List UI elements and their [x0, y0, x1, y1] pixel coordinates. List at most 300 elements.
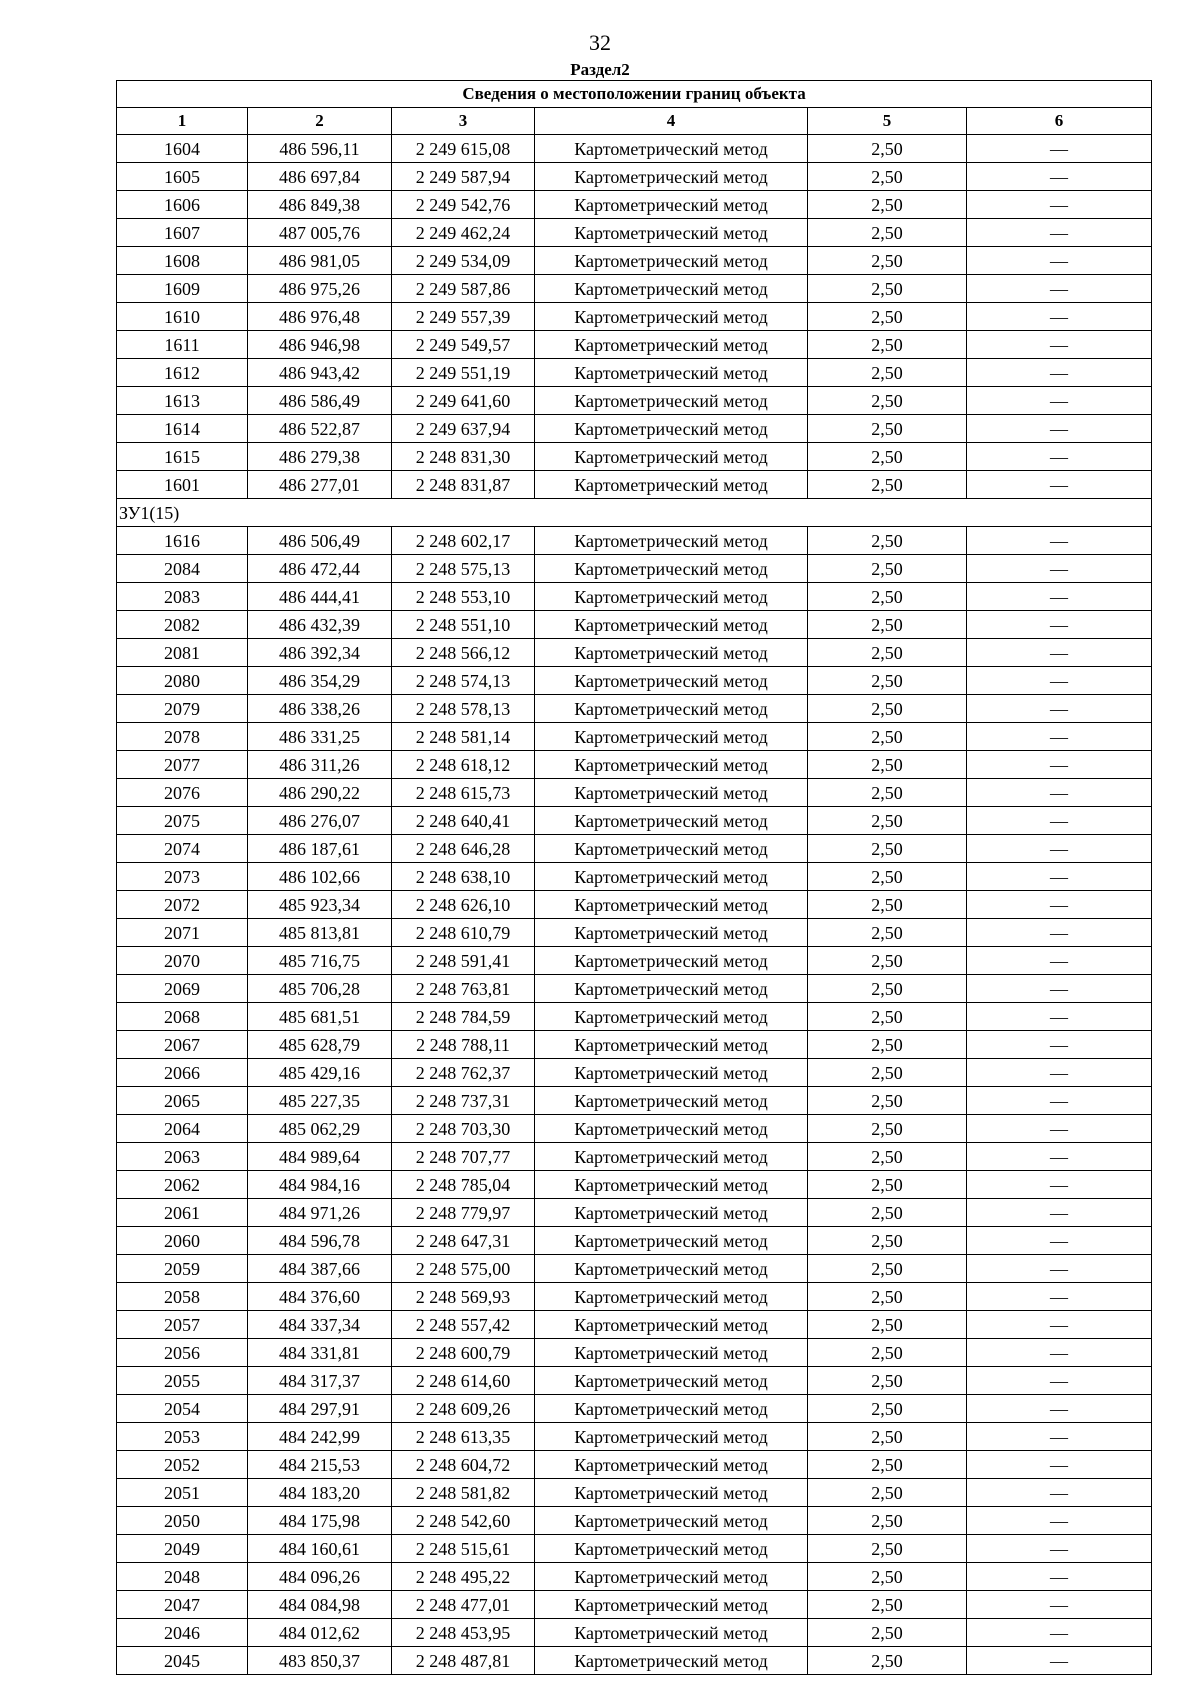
point-number-cell: 2079: [117, 695, 248, 723]
y-coordinate-cell: 2 248 575,13: [392, 555, 535, 583]
description-cell: —: [967, 1451, 1152, 1479]
method-cell: Картометрический метод: [535, 359, 808, 387]
accuracy-cell: 2,50: [808, 1283, 967, 1311]
accuracy-cell: 2,50: [808, 555, 967, 583]
accuracy-cell: 2,50: [808, 583, 967, 611]
parcel-group-row: [117, 499, 1152, 527]
x-coordinate-cell: 486 586,49: [248, 387, 392, 415]
x-coordinate-cell: 486 279,38: [248, 443, 392, 471]
table-row: [117, 247, 1152, 275]
accuracy-cell: 2,50: [808, 1087, 967, 1115]
table-row: [117, 975, 1152, 1003]
y-coordinate-cell: 2 248 785,04: [392, 1171, 535, 1199]
description-cell: —: [967, 191, 1152, 219]
table-row: [117, 1171, 1152, 1199]
description-cell: —: [967, 1171, 1152, 1199]
y-coordinate-cell: 2 249 587,86: [392, 275, 535, 303]
description-cell: —: [967, 163, 1152, 191]
y-coordinate-cell: 2 248 495,22: [392, 1563, 535, 1591]
table-row: [117, 583, 1152, 611]
table-row: [117, 1423, 1152, 1451]
method-cell: Картометрический метод: [535, 1423, 808, 1451]
x-coordinate-cell: 486 472,44: [248, 555, 392, 583]
method-cell: Картометрический метод: [535, 191, 808, 219]
description-cell: —: [967, 1199, 1152, 1227]
accuracy-cell: 2,50: [808, 387, 967, 415]
point-number-cell: 2078: [117, 723, 248, 751]
column-number: 2: [248, 108, 392, 135]
description-cell: —: [967, 1031, 1152, 1059]
y-coordinate-cell: 2 248 574,13: [392, 667, 535, 695]
description-cell: —: [967, 611, 1152, 639]
y-coordinate-cell: 2 249 557,39: [392, 303, 535, 331]
y-coordinate-cell: 2 248 614,60: [392, 1367, 535, 1395]
method-cell: Картометрический метод: [535, 835, 808, 863]
y-coordinate-cell: 2 248 610,79: [392, 919, 535, 947]
x-coordinate-cell: 486 596,11: [248, 135, 392, 163]
method-cell: Картометрический метод: [535, 415, 808, 443]
x-coordinate-cell: 486 338,26: [248, 695, 392, 723]
description-cell: —: [967, 1619, 1152, 1647]
table-row: [117, 779, 1152, 807]
method-cell: Картометрический метод: [535, 1619, 808, 1647]
point-number-cell: 2070: [117, 947, 248, 975]
accuracy-cell: 2,50: [808, 1591, 967, 1619]
table-row: [117, 919, 1152, 947]
table-row: [117, 1367, 1152, 1395]
column-number: 1: [117, 108, 248, 135]
table-row: [117, 751, 1152, 779]
point-number-cell: 2059: [117, 1255, 248, 1283]
point-number-cell: 2083: [117, 583, 248, 611]
y-coordinate-cell: 2 248 551,10: [392, 611, 535, 639]
accuracy-cell: 2,50: [808, 471, 967, 499]
method-cell: Картометрический метод: [535, 1227, 808, 1255]
table-row: [117, 1507, 1152, 1535]
table-row: [117, 1535, 1152, 1563]
description-cell: —: [967, 1591, 1152, 1619]
accuracy-cell: 2,50: [808, 135, 967, 163]
table-row: [117, 331, 1152, 359]
description-cell: —: [967, 583, 1152, 611]
x-coordinate-cell: 486 849,38: [248, 191, 392, 219]
description-cell: —: [967, 1395, 1152, 1423]
y-coordinate-cell: 2 248 784,59: [392, 1003, 535, 1031]
x-coordinate-cell: 484 337,34: [248, 1311, 392, 1339]
method-cell: Картометрический метод: [535, 779, 808, 807]
x-coordinate-cell: 486 187,61: [248, 835, 392, 863]
table-row: [117, 1451, 1152, 1479]
table-row: [117, 1591, 1152, 1619]
accuracy-cell: 2,50: [808, 723, 967, 751]
x-coordinate-cell: 484 317,37: [248, 1367, 392, 1395]
x-coordinate-cell: 485 716,75: [248, 947, 392, 975]
accuracy-cell: 2,50: [808, 527, 967, 555]
accuracy-cell: 2,50: [808, 751, 967, 779]
accuracy-cell: 2,50: [808, 1115, 967, 1143]
y-coordinate-cell: 2 249 462,24: [392, 219, 535, 247]
y-coordinate-cell: 2 249 542,76: [392, 191, 535, 219]
accuracy-cell: 2,50: [808, 331, 967, 359]
point-number-cell: 2051: [117, 1479, 248, 1507]
table-caption: Сведения о местоположении границ объекта: [117, 81, 1152, 108]
x-coordinate-cell: 484 096,26: [248, 1563, 392, 1591]
y-coordinate-cell: 2 249 637,94: [392, 415, 535, 443]
column-number: 3: [392, 108, 535, 135]
x-coordinate-cell: 484 989,64: [248, 1143, 392, 1171]
point-number-cell: 2057: [117, 1311, 248, 1339]
x-coordinate-cell: 484 012,62: [248, 1619, 392, 1647]
table-row: [117, 219, 1152, 247]
accuracy-cell: 2,50: [808, 1563, 967, 1591]
method-cell: Картометрический метод: [535, 975, 808, 1003]
column-number: 4: [535, 108, 808, 135]
accuracy-cell: 2,50: [808, 415, 967, 443]
x-coordinate-cell: 484 971,26: [248, 1199, 392, 1227]
description-cell: —: [967, 1311, 1152, 1339]
x-coordinate-cell: 486 311,26: [248, 751, 392, 779]
description-cell: —: [967, 415, 1152, 443]
point-number-cell: 2053: [117, 1423, 248, 1451]
point-number-cell: 2067: [117, 1031, 248, 1059]
x-coordinate-cell: 486 392,34: [248, 639, 392, 667]
table-row: [117, 1059, 1152, 1087]
y-coordinate-cell: 2 248 762,37: [392, 1059, 535, 1087]
point-number-cell: 2049: [117, 1535, 248, 1563]
method-cell: Картометрический метод: [535, 331, 808, 359]
point-number-cell: 2073: [117, 863, 248, 891]
method-cell: Картометрический метод: [535, 1591, 808, 1619]
table-row: [117, 1255, 1152, 1283]
method-cell: Картометрический метод: [535, 555, 808, 583]
point-number-cell: 2063: [117, 1143, 248, 1171]
description-cell: —: [967, 863, 1152, 891]
accuracy-cell: 2,50: [808, 359, 967, 387]
y-coordinate-cell: 2 249 641,60: [392, 387, 535, 415]
description-cell: —: [967, 1479, 1152, 1507]
method-cell: Картометрический метод: [535, 583, 808, 611]
y-coordinate-cell: 2 248 542,60: [392, 1507, 535, 1535]
accuracy-cell: 2,50: [808, 1031, 967, 1059]
description-cell: —: [967, 219, 1152, 247]
description-cell: —: [967, 331, 1152, 359]
point-number-cell: 1607: [117, 219, 248, 247]
description-cell: —: [967, 919, 1152, 947]
description-cell: —: [967, 1535, 1152, 1563]
y-coordinate-cell: 2 248 647,31: [392, 1227, 535, 1255]
x-coordinate-cell: 484 183,20: [248, 1479, 392, 1507]
y-coordinate-cell: 2 248 638,10: [392, 863, 535, 891]
description-cell: —: [967, 975, 1152, 1003]
y-coordinate-cell: 2 248 487,81: [392, 1647, 535, 1675]
point-number-cell: 2050: [117, 1507, 248, 1535]
point-number-cell: 2082: [117, 611, 248, 639]
y-coordinate-cell: 2 248 600,79: [392, 1339, 535, 1367]
x-coordinate-cell: 484 084,98: [248, 1591, 392, 1619]
accuracy-cell: 2,50: [808, 163, 967, 191]
description-cell: —: [967, 947, 1152, 975]
point-number-cell: 2060: [117, 1227, 248, 1255]
table-row: [117, 723, 1152, 751]
y-coordinate-cell: 2 248 566,12: [392, 639, 535, 667]
y-coordinate-cell: 2 248 557,42: [392, 1311, 535, 1339]
description-cell: —: [967, 723, 1152, 751]
accuracy-cell: 2,50: [808, 947, 967, 975]
method-cell: Картометрический метод: [535, 695, 808, 723]
description-cell: —: [967, 1255, 1152, 1283]
x-coordinate-cell: 484 242,99: [248, 1423, 392, 1451]
method-cell: Картометрический метод: [535, 947, 808, 975]
method-cell: Картометрический метод: [535, 1059, 808, 1087]
table-row: [117, 835, 1152, 863]
x-coordinate-cell: 484 387,66: [248, 1255, 392, 1283]
x-coordinate-cell: 486 276,07: [248, 807, 392, 835]
column-number-row: [117, 108, 1152, 135]
method-cell: Картометрический метод: [535, 611, 808, 639]
x-coordinate-cell: 486 976,48: [248, 303, 392, 331]
table-row: [117, 891, 1152, 919]
x-coordinate-cell: 484 160,61: [248, 1535, 392, 1563]
accuracy-cell: 2,50: [808, 807, 967, 835]
table-row: [117, 639, 1152, 667]
accuracy-cell: 2,50: [808, 1479, 967, 1507]
x-coordinate-cell: 486 354,29: [248, 667, 392, 695]
x-coordinate-cell: 484 376,60: [248, 1283, 392, 1311]
parcel-group-label: ЗУ1(15): [117, 499, 1152, 527]
point-number-cell: 2076: [117, 779, 248, 807]
description-cell: —: [967, 1507, 1152, 1535]
description-cell: —: [967, 1423, 1152, 1451]
point-number-cell: 1605: [117, 163, 248, 191]
method-cell: Картометрический метод: [535, 275, 808, 303]
description-cell: —: [967, 275, 1152, 303]
accuracy-cell: 2,50: [808, 1367, 967, 1395]
description-cell: —: [967, 1115, 1152, 1143]
y-coordinate-cell: 2 248 515,61: [392, 1535, 535, 1563]
y-coordinate-cell: 2 249 534,09: [392, 247, 535, 275]
point-number-cell: 2064: [117, 1115, 248, 1143]
point-number-cell: 2052: [117, 1451, 248, 1479]
point-number-cell: 2054: [117, 1395, 248, 1423]
description-cell: —: [967, 667, 1152, 695]
accuracy-cell: 2,50: [808, 191, 967, 219]
point-number-cell: 2058: [117, 1283, 248, 1311]
x-coordinate-cell: 486 331,25: [248, 723, 392, 751]
point-number-cell: 2075: [117, 807, 248, 835]
x-coordinate-cell: 484 596,78: [248, 1227, 392, 1255]
method-cell: Картометрический метод: [535, 1535, 808, 1563]
accuracy-cell: 2,50: [808, 1171, 967, 1199]
column-number: 5: [808, 108, 967, 135]
table-caption-row: [117, 81, 1152, 108]
x-coordinate-cell: 486 290,22: [248, 779, 392, 807]
table-row: [117, 667, 1152, 695]
method-cell: Картометрический метод: [535, 1171, 808, 1199]
accuracy-cell: 2,50: [808, 1199, 967, 1227]
table-row: [117, 1087, 1152, 1115]
accuracy-cell: 2,50: [808, 639, 967, 667]
method-cell: Картометрический метод: [535, 135, 808, 163]
method-cell: Картометрический метод: [535, 303, 808, 331]
y-coordinate-cell: 2 248 581,82: [392, 1479, 535, 1507]
description-cell: —: [967, 555, 1152, 583]
point-number-cell: 2047: [117, 1591, 248, 1619]
x-coordinate-cell: 484 984,16: [248, 1171, 392, 1199]
x-coordinate-cell: 486 946,98: [248, 331, 392, 359]
x-coordinate-cell: 484 297,91: [248, 1395, 392, 1423]
y-coordinate-cell: 2 249 615,08: [392, 135, 535, 163]
table-row: [117, 863, 1152, 891]
accuracy-cell: 2,50: [808, 779, 967, 807]
y-coordinate-cell: 2 248 569,93: [392, 1283, 535, 1311]
accuracy-cell: 2,50: [808, 1339, 967, 1367]
point-number-cell: 1614: [117, 415, 248, 443]
accuracy-cell: 2,50: [808, 1255, 967, 1283]
table-row: [117, 275, 1152, 303]
y-coordinate-cell: 2 248 707,77: [392, 1143, 535, 1171]
y-coordinate-cell: 2 248 581,14: [392, 723, 535, 751]
accuracy-cell: 2,50: [808, 835, 967, 863]
point-number-cell: 2066: [117, 1059, 248, 1087]
point-number-cell: 1608: [117, 247, 248, 275]
method-cell: Картометрический метод: [535, 891, 808, 919]
y-coordinate-cell: 2 248 703,30: [392, 1115, 535, 1143]
description-cell: —: [967, 247, 1152, 275]
table-row: [117, 1143, 1152, 1171]
y-coordinate-cell: 2 248 613,35: [392, 1423, 535, 1451]
method-cell: Картометрический метод: [535, 1087, 808, 1115]
table-row: [117, 555, 1152, 583]
page-number: 32: [589, 30, 611, 55]
accuracy-cell: 2,50: [808, 1507, 967, 1535]
y-coordinate-cell: 2 248 604,72: [392, 1451, 535, 1479]
method-cell: Картометрический метод: [535, 1395, 808, 1423]
method-cell: Картометрический метод: [535, 807, 808, 835]
table-row: [117, 135, 1152, 163]
point-number-cell: 1615: [117, 443, 248, 471]
point-number-cell: 2062: [117, 1171, 248, 1199]
y-coordinate-cell: 2 248 737,31: [392, 1087, 535, 1115]
accuracy-cell: 2,50: [808, 891, 967, 919]
description-cell: —: [967, 527, 1152, 555]
accuracy-cell: 2,50: [808, 1451, 967, 1479]
point-number-cell: 2081: [117, 639, 248, 667]
point-number-cell: 1610: [117, 303, 248, 331]
method-cell: Картометрический метод: [535, 751, 808, 779]
accuracy-cell: 2,50: [808, 611, 967, 639]
y-coordinate-cell: 2 248 477,01: [392, 1591, 535, 1619]
table-row: [117, 163, 1152, 191]
x-coordinate-cell: 486 444,41: [248, 583, 392, 611]
x-coordinate-cell: 486 981,05: [248, 247, 392, 275]
point-number-cell: 1613: [117, 387, 248, 415]
description-cell: —: [967, 751, 1152, 779]
table-row: [117, 1619, 1152, 1647]
method-cell: Картометрический метод: [535, 1311, 808, 1339]
point-number-cell: 2045: [117, 1647, 248, 1675]
x-coordinate-cell: 486 432,39: [248, 611, 392, 639]
x-coordinate-cell: 485 429,16: [248, 1059, 392, 1087]
point-number-cell: 2055: [117, 1367, 248, 1395]
table-row: [117, 1227, 1152, 1255]
description-cell: —: [967, 387, 1152, 415]
table-row: [117, 807, 1152, 835]
accuracy-cell: 2,50: [808, 1059, 967, 1087]
table-body: [117, 81, 1152, 1675]
method-cell: Картометрический метод: [535, 1479, 808, 1507]
accuracy-cell: 2,50: [808, 219, 967, 247]
y-coordinate-cell: 2 248 609,26: [392, 1395, 535, 1423]
description-cell: —: [967, 807, 1152, 835]
description-cell: —: [967, 1367, 1152, 1395]
method-cell: Картометрический метод: [535, 1451, 808, 1479]
table-row: [117, 387, 1152, 415]
method-cell: Картометрический метод: [535, 219, 808, 247]
y-coordinate-cell: 2 248 788,11: [392, 1031, 535, 1059]
accuracy-cell: 2,50: [808, 1619, 967, 1647]
point-number-cell: 1612: [117, 359, 248, 387]
x-coordinate-cell: 486 975,26: [248, 275, 392, 303]
point-number-cell: 2077: [117, 751, 248, 779]
description-cell: —: [967, 303, 1152, 331]
accuracy-cell: 2,50: [808, 975, 967, 1003]
table-row: [117, 359, 1152, 387]
point-number-cell: 2048: [117, 1563, 248, 1591]
point-number-cell: 2071: [117, 919, 248, 947]
method-cell: Картометрический метод: [535, 1255, 808, 1283]
table-row: [117, 1199, 1152, 1227]
x-coordinate-cell: 484 175,98: [248, 1507, 392, 1535]
method-cell: Картометрический метод: [535, 527, 808, 555]
method-cell: Картометрический метод: [535, 639, 808, 667]
table-row: [117, 1395, 1152, 1423]
accuracy-cell: 2,50: [808, 275, 967, 303]
description-cell: —: [967, 443, 1152, 471]
y-coordinate-cell: 2 248 575,00: [392, 1255, 535, 1283]
y-coordinate-cell: 2 248 779,97: [392, 1199, 535, 1227]
table-row: [117, 947, 1152, 975]
table-row: [117, 695, 1152, 723]
boundary-coordinates-table: [116, 80, 1152, 1675]
x-coordinate-cell: 484 331,81: [248, 1339, 392, 1367]
y-coordinate-cell: 2 249 551,19: [392, 359, 535, 387]
method-cell: Картометрический метод: [535, 1031, 808, 1059]
method-cell: Картометрический метод: [535, 1563, 808, 1591]
method-cell: Картометрический метод: [535, 1367, 808, 1395]
x-coordinate-cell: 485 813,81: [248, 919, 392, 947]
table-row: [117, 1311, 1152, 1339]
x-coordinate-cell: 485 706,28: [248, 975, 392, 1003]
accuracy-cell: 2,50: [808, 443, 967, 471]
method-cell: Картометрический метод: [535, 723, 808, 751]
description-cell: —: [967, 891, 1152, 919]
table-row: [117, 1003, 1152, 1031]
x-coordinate-cell: 486 102,66: [248, 863, 392, 891]
y-coordinate-cell: 2 248 763,81: [392, 975, 535, 1003]
y-coordinate-cell: 2 248 646,28: [392, 835, 535, 863]
accuracy-cell: 2,50: [808, 1395, 967, 1423]
method-cell: Картометрический метод: [535, 1283, 808, 1311]
x-coordinate-cell: 483 850,37: [248, 1647, 392, 1675]
accuracy-cell: 2,50: [808, 1311, 967, 1339]
y-coordinate-cell: 2 248 602,17: [392, 527, 535, 555]
description-cell: —: [967, 779, 1152, 807]
x-coordinate-cell: 486 697,84: [248, 163, 392, 191]
point-number-cell: 1606: [117, 191, 248, 219]
point-number-cell: 1604: [117, 135, 248, 163]
table-row: [117, 1283, 1152, 1311]
table-row: [117, 1339, 1152, 1367]
